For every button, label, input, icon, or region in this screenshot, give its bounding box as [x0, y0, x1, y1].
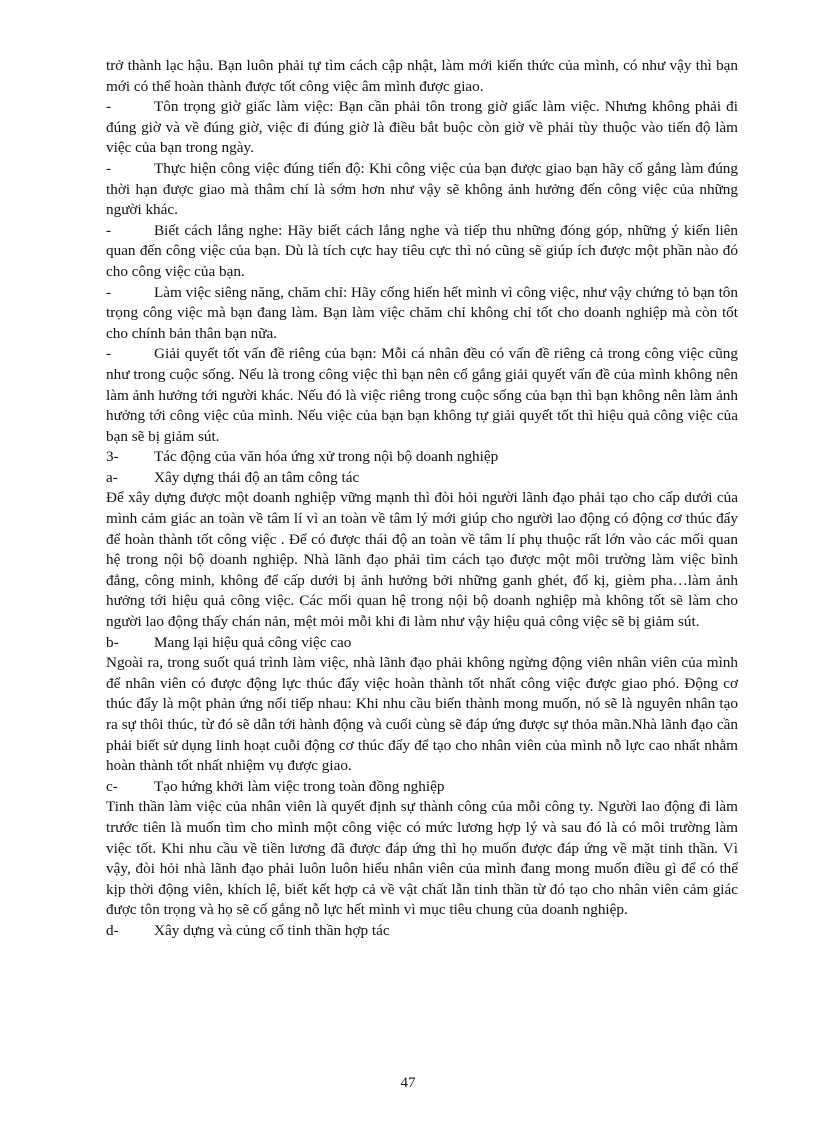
- subsection-heading: a- Xây dựng thái độ an tâm công tác: [106, 468, 360, 486]
- bullet-item: - Tôn trọng giờ giấc làm việc: Bạn cần phải tôn trong giờ giấc làm việc. Nhưng không phải đi đúng giờ và về đúng giờ, việc đi đúng giờ là điều bắt buộc còn giờ về phải tùy thuộc vào tiến độ làm việc của bạn trong ngày.: [106, 98, 738, 157]
- subsection-heading: d- Xây dựng và củng cố tinh thần hợp tác: [106, 921, 390, 939]
- intro-paragraph: trở thành lạc hậu. Bạn luôn phải tự tìm cách cập nhật, làm mới kiến thức của mình, có như vậy thì bạn mới có thể hoàn thành được tốt công việc âm mình được giao.: [106, 57, 738, 95]
- subsection-heading: b- Mang lại hiệu quả công việc cao: [106, 633, 352, 651]
- bullet-item: - Làm việc siêng năng, chăm chỉ: Hãy cống hiến hết mình vì công việc, như vậy chứng tỏ bạn tôn trọng công việc mà bạn đang làm. Bạn làm việc chăm chỉ không chỉ tốt cho doanh nghiệp mà còn tốt cho chính bản thân bạn nữa.: [106, 283, 738, 342]
- subsection-heading: c- Tạo hứng khởi làm việc trong toàn đồng nghiệp: [106, 777, 445, 795]
- bullet-item: - Giải quyết tốt vấn đề riêng của bạn: Mỗi cá nhân đều có vấn đề riêng cả trong công việc cũng như trong cuộc sống. Nếu là trong công việc thì bạn nên cố gắng giải quyết vấn đề của mình không nên làm ảnh hưởng tới người khác. Nếu đó là việc riêng trong cuộc sống của bạn thì bạn không nên làm ảnh hưởng tới công việc của mình. Nếu việc của bạn bạn không tự giải quyết tốt thì hiệu quả công việc của bạn sẽ bị giảm sút.: [106, 345, 738, 445]
- document-page: [106, 56, 738, 942]
- body-paragraph: Để xây dựng được một doanh nghiệp vững mạnh thì đòi hỏi người lãnh đạo phải tạo cho cấp dưới của mình cảm giác an toàn về tâm lí vì an toàn về tâm lý mới giúp cho người lao động có động cơ thúc đẩy để hoàn thành tốt công việc . Để có được thái độ an toàn về tâm lí phụ thuộc rất lớn vào các mối quan hệ trong nội bộ doanh nghiệp. Nhà lãnh đạo phải tìm cách tạo được một môi trường làm việc bình đẳng, công minh, không để cấp dưới bị ảnh hưởng bởi những ganh ghét, đố kị, gièm pha…làm ảnh hưởng tới hiệu quả công việc. Các mối quan hệ trong nội bộ doanh nghiệp mà không tốt sẽ làm cho người lao động thấy chán nản, mệt mỏi mỗi khi đi làm như vậy hiệu quả công việc sẽ bị giảm sút.: [106, 489, 738, 631]
- section-heading: 3- Tác động của văn hóa ứng xử trong nội bộ doanh nghiệp: [106, 448, 499, 466]
- page-number: 47: [400, 1075, 416, 1091]
- bullet-item: - Biết cách lắng nghe: Hãy biết cách lắng nghe và tiếp thu những đóng góp, những ý kiến liên quan đến công việc của bạn. Dù là tích cực hay tiêu cực thì nó cũng sẽ giúp ích được một phần nào đó cho công việc của bạn.: [106, 221, 738, 280]
- body-paragraph: Tinh thần làm việc của nhân viên là quyết định sự thành công của mỗi công ty. Người lao động đi làm trước tiên là muốn tìm cho mình một công việc có mức lương hợp lý và sau đó là có môi trường làm việc tốt. Khi nhu cầu về tiền lương đã được đáp ứng thì họ muốn được đáp ứng về mặt tinh thần. Vì vậy, đòi hỏi nhà lãnh đạo phải luôn luôn hiểu nhân viên của mình đang mong muốn điều gì để có thể kịp thời động viên, khích lệ, biết kết hợp cả về vật chất lẫn tinh thần từ đó tạo cho nhân viên cảm giác được tôn trọng và họ sẽ cố gắng nỗ lực hết mình vì mục tiêu chung của doanh nghiệp.: [106, 798, 738, 919]
- body-paragraph: Ngoài ra, trong suốt quá trình làm việc, nhà lãnh đạo phải không ngừng động viên nhân viên của mình để nhân viên có được động lực thúc đẩy việc hoàn thành tốt nhất công việc được giao phó. Động cơ thúc đẩy là một phản ứng nối tiếp nhau: Khi nhu cầu biến thành mong muốn, nó sẽ là nguyên nhân tạo ra sự thôi thúc, từ đó sẽ dẫn tới hành động và cuối cùng sẽ đáp ứng được sự thỏa mãn.Nhà lãnh đạo cần phải biết sử dụng linh hoạt cuỗi động cơ thúc đẩy để tạo cho nhân viên của mình nỗ lực cao nhất nhằm hoàn thành tốt nhất nhiệm vụ được giao.: [106, 654, 738, 775]
- bullet-item: - Thực hiện công việc đúng tiến độ: Khi công việc của bạn được giao bạn hãy cố gắng làm đúng thời hạn được giao mà thâm chí là sớm hơn như vậy sẽ không ảnh hưởng đến công việc của những người khác.: [106, 159, 738, 219]
